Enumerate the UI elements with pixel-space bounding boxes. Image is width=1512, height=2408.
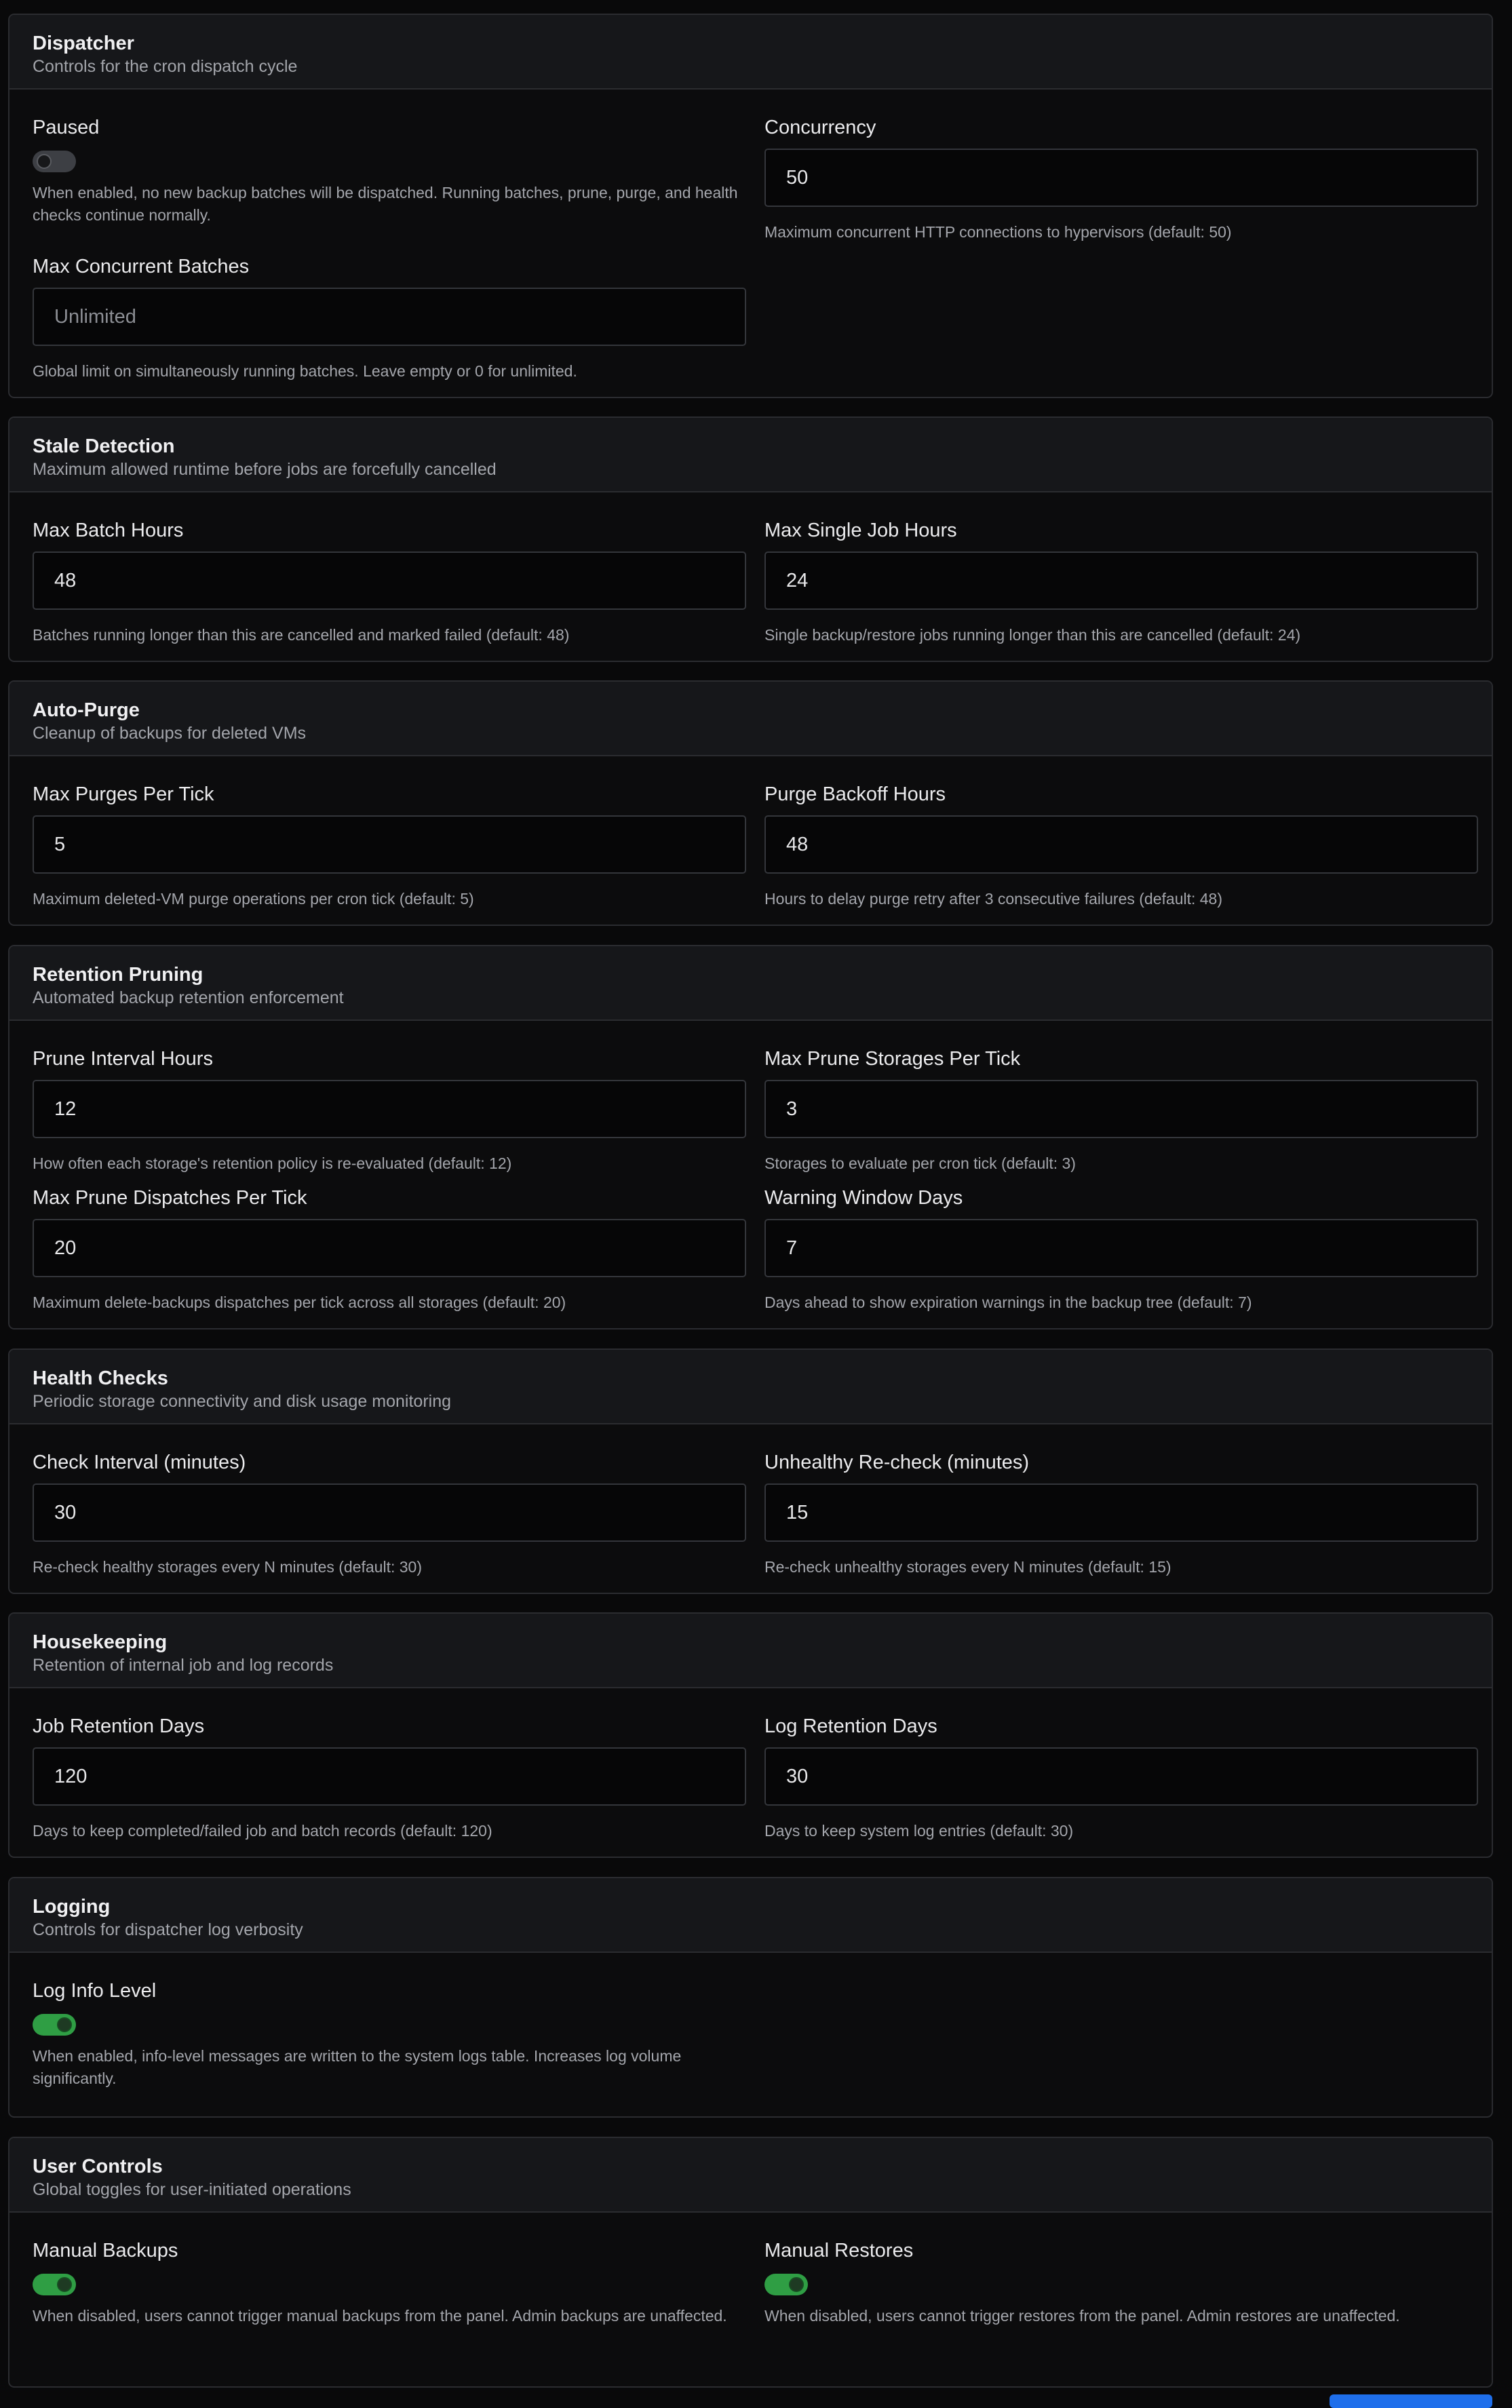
max-concurrent-batches-help: Global limit on simultaneously running batches. Leave empty or 0 for unlimited. [33,362,577,380]
toggle-knob [789,2277,804,2292]
prune-interval-hours-label: Prune Interval Hours [33,1048,213,1070]
card-title: Dispatcher [33,33,134,54]
log-retention-days-field [764,1714,1478,1843]
max-batch-hours-label: Max Batch Hours [33,520,184,541]
card-subtitle: Controls for dispatcher log verbosity [33,1920,303,1939]
max-prune-dispatches-per-tick-input[interactable]: 20 [33,1219,746,1277]
log-info-level-label: Log Info Level [33,1980,157,2002]
unhealthy-recheck-help: Re-check unhealthy storages every N minutes (default: 15) [764,1558,1171,1576]
job-retention-days-input[interactable]: 120 [33,1747,746,1806]
paused-toggle[interactable] [33,151,76,172]
check-interval-field [33,1450,746,1579]
max-prune-dispatches-per-tick-label: Max Prune Dispatches Per Tick [33,1187,307,1209]
check-interval-label: Check Interval (minutes) [33,1452,246,1473]
manual-restores-field [764,2238,1478,2367]
card-title: Auto-Purge [33,699,140,721]
prune-interval-hours-help: How often each storage's retention policy is re-evaluated (default: 12) [33,1154,512,1172]
job-retention-days-label: Job Retention Days [33,1715,205,1737]
manual-restores-help: When disabled, users cannot trigger restores from the panel. Admin restores are unaffected. [764,2307,1400,2325]
stale-detection-card [8,416,1493,662]
max-prune-storages-per-tick-field [764,1047,1478,1176]
unhealthy-recheck-input[interactable]: 15 [764,1483,1478,1542]
max-concurrent-batches-input[interactable]: Unlimited [33,288,746,346]
card-subtitle: Cleanup of backups for deleted VMs [33,724,307,743]
manual-backups-toggle[interactable] [33,2274,76,2295]
paused-label: Paused [33,117,100,138]
check-interval-input[interactable]: 30 [33,1483,746,1542]
max-prune-storages-per-tick-help: Storages to evaluate per cron tick (default: 3) [764,1154,1076,1172]
log-info-level-toggle[interactable] [33,2014,76,2036]
concurrency-field [764,115,1478,244]
paused-field [33,115,746,244]
toggle-knob [37,154,52,169]
card-header [9,418,1492,492]
save-button[interactable] [1330,2394,1492,2408]
purge-backoff-hours-help: Hours to delay purge retry after 3 consecutive failures (default: 48) [764,890,1223,908]
card-title: Retention Pruning [33,964,203,986]
purge-backoff-hours-input[interactable]: 48 [764,815,1478,874]
unhealthy-recheck-label: Unhealthy Re-check (minutes) [764,1452,1030,1473]
max-batch-hours-help: Batches running longer than this are cancelled and marked failed (default: 48) [33,626,570,644]
max-concurrent-batches-label: Max Concurrent Batches [33,256,250,277]
card-subtitle: Automated backup retention enforcement [33,988,344,1007]
card-subtitle: Maximum allowed runtime before jobs are forcefully cancelled [33,460,497,479]
log-retention-days-label: Log Retention Days [764,1715,937,1737]
toggle-knob [57,2017,72,2032]
card-subtitle: Retention of internal job and log records [33,1656,334,1675]
housekeeping-card [8,1612,1493,1858]
max-purges-per-tick-help: Maximum deleted-VM purge operations per cron tick (default: 5) [33,890,474,908]
logging-card [8,1877,1493,2118]
card-title: Health Checks [33,1367,168,1389]
max-single-job-hours-help: Single backup/restore jobs running longer than this are cancelled (default: 24) [764,626,1301,644]
max-prune-storages-per-tick-input[interactable]: 3 [764,1080,1478,1138]
max-batch-hours-field [33,518,746,647]
max-prune-dispatches-per-tick-field [33,1186,746,1315]
log-info-level-field [33,1979,746,2108]
manual-restores-toggle[interactable] [764,2274,808,2295]
max-single-job-hours-input[interactable]: 24 [764,551,1478,610]
card-header [9,1878,1492,1953]
auto-purge-card [8,680,1493,926]
card-title: Logging [33,1896,111,1918]
health-checks-card [8,1348,1493,1594]
card-title: User Controls [33,2156,163,2177]
dispatcher-card [8,14,1493,398]
concurrency-input[interactable]: 50 [764,149,1478,207]
warning-window-days-input[interactable]: 7 [764,1219,1478,1277]
job-retention-days-help: Days to keep completed/failed job and batch records (default: 120) [33,1822,492,1840]
log-info-level-help: When enabled, info-level messages are written to the system logs table. Increases log volume significantly. [33,2047,682,2087]
max-purges-per-tick-field [33,782,746,911]
prune-interval-hours-input[interactable]: 12 [33,1080,746,1138]
paused-help: When enabled, no new backup batches will be dispatched. Running batches, prune, purge, and health checks continue normally. [33,184,738,224]
log-retention-days-help: Days to keep system log entries (default: 30) [764,1822,1074,1840]
max-purges-per-tick-label: Max Purges Per Tick [33,783,214,805]
max-batch-hours-input[interactable]: 48 [33,551,746,610]
manual-backups-help: When disabled, users cannot trigger manual backups from the panel. Admin backups are unaffected. [33,2307,727,2325]
max-prune-storages-per-tick-label: Max Prune Storages Per Tick [764,1048,1021,1070]
retention-pruning-card [8,945,1493,1329]
card-header [9,1350,1492,1424]
max-prune-dispatches-per-tick-help: Maximum delete-backups dispatches per tick across all storages (default: 20) [33,1294,566,1311]
log-retention-days-input[interactable]: 30 [764,1747,1478,1806]
card-title: Housekeeping [33,1631,168,1653]
job-retention-days-field [33,1714,746,1843]
max-concurrent-batches-field [33,254,746,383]
manual-restores-label: Manual Restores [764,2240,914,2261]
warning-window-days-label: Warning Window Days [764,1187,963,1209]
card-header [9,946,1492,1021]
concurrency-help: Maximum concurrent HTTP connections to hypervisors (default: 50) [764,223,1232,241]
card-title: Stale Detection [33,435,175,457]
max-single-job-hours-field [764,518,1478,647]
purge-backoff-hours-field [764,782,1478,911]
unhealthy-recheck-field [764,1450,1478,1579]
manual-backups-label: Manual Backups [33,2240,178,2261]
warning-window-days-field [764,1186,1478,1315]
card-header [9,682,1492,756]
card-subtitle: Global toggles for user-initiated operations [33,2180,351,2199]
purge-backoff-hours-label: Purge Backoff Hours [764,783,946,805]
manual-backups-field [33,2238,746,2367]
card-subtitle: Periodic storage connectivity and disk usage monitoring [33,1392,452,1411]
max-purges-per-tick-input[interactable]: 5 [33,815,746,874]
user-controls-card [8,2137,1493,2388]
warning-window-days-help: Days ahead to show expiration warnings in the backup tree (default: 7) [764,1294,1252,1311]
card-subtitle: Controls for the cron dispatch cycle [33,57,298,76]
toggle-knob [57,2277,72,2292]
card-header [9,2138,1492,2213]
card-header [9,1614,1492,1688]
check-interval-help: Re-check healthy storages every N minutes (default: 30) [33,1558,422,1576]
card-header [9,15,1492,90]
concurrency-label: Concurrency [764,117,876,138]
prune-interval-hours-field [33,1047,746,1176]
max-single-job-hours-label: Max Single Job Hours [764,520,957,541]
